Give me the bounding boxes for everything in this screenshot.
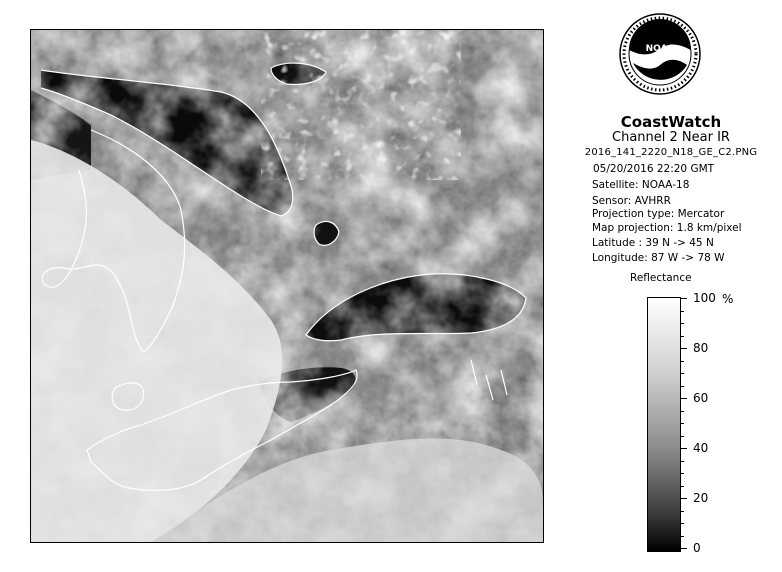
- reflectance-colorbar: [647, 297, 681, 552]
- satellite-label: Satellite: NOAA-18: [592, 179, 690, 191]
- colorbar-tick: [680, 461, 684, 462]
- map-projection-label: Map projection: 1.8 km/pixel: [592, 222, 742, 234]
- colorbar-tick: [680, 473, 684, 474]
- colorbar-tick: [680, 498, 687, 499]
- colorbar-tick: [680, 411, 684, 412]
- colorbar-title: Reflectance: [630, 272, 692, 284]
- colorbar-tick: [680, 448, 687, 449]
- brand-title: CoastWatch: [620, 113, 722, 131]
- colorbar-tick-label: 60: [693, 391, 709, 405]
- colorbar-tick: [680, 311, 684, 312]
- satellite-map: [30, 29, 544, 543]
- colorbar-tick: [680, 548, 687, 549]
- colorbar-tick: [680, 386, 684, 387]
- colorbar-tick: [680, 298, 687, 299]
- colorbar-tick: [680, 536, 684, 537]
- colorbar-tick: [680, 523, 684, 524]
- colorbar-tick: [680, 323, 684, 324]
- channel-label: Channel 2 Near IR: [612, 130, 730, 145]
- colorbar-tick-label: 0: [693, 541, 701, 555]
- noaa-logo-icon: [619, 13, 701, 95]
- colorbar-tick-label: 100: [693, 291, 716, 305]
- colorbar-tick: [680, 336, 684, 337]
- colorbar-tick: [680, 373, 684, 374]
- colorbar-tick-label: 40: [693, 441, 709, 455]
- projection-type-label: Projection type: Mercator: [592, 208, 725, 220]
- colorbar-tick: [680, 511, 684, 512]
- cumulus-field: [261, 30, 461, 180]
- datetime-label: 05/20/2016 22:20 GMT: [593, 163, 715, 175]
- colorbar-tick: [680, 361, 684, 362]
- latitude-label: Latitude : 39 N -> 45 N: [592, 237, 714, 249]
- longitude-label: Longitude: 87 W -> 78 W: [592, 252, 725, 264]
- filename-label: 2016_141_2220_N18_GE_C2.PNG: [584, 147, 758, 158]
- colorbar-tick: [680, 486, 684, 487]
- noaa-logo: [619, 13, 701, 95]
- colorbar-tick: [680, 348, 687, 349]
- colorbar-tick: [680, 398, 687, 399]
- colorbar-tick: [680, 436, 684, 437]
- noaa-logo-text: NOAA: [645, 44, 675, 54]
- colorbar-tick-label: 80: [693, 341, 709, 355]
- colorbar-tick-label: 20: [693, 491, 709, 505]
- colorbar-tick: [680, 423, 684, 424]
- colorbar-unit: %: [722, 292, 734, 306]
- sensor-label: Sensor: AVHRR: [592, 195, 671, 207]
- satellite-image: [31, 30, 543, 542]
